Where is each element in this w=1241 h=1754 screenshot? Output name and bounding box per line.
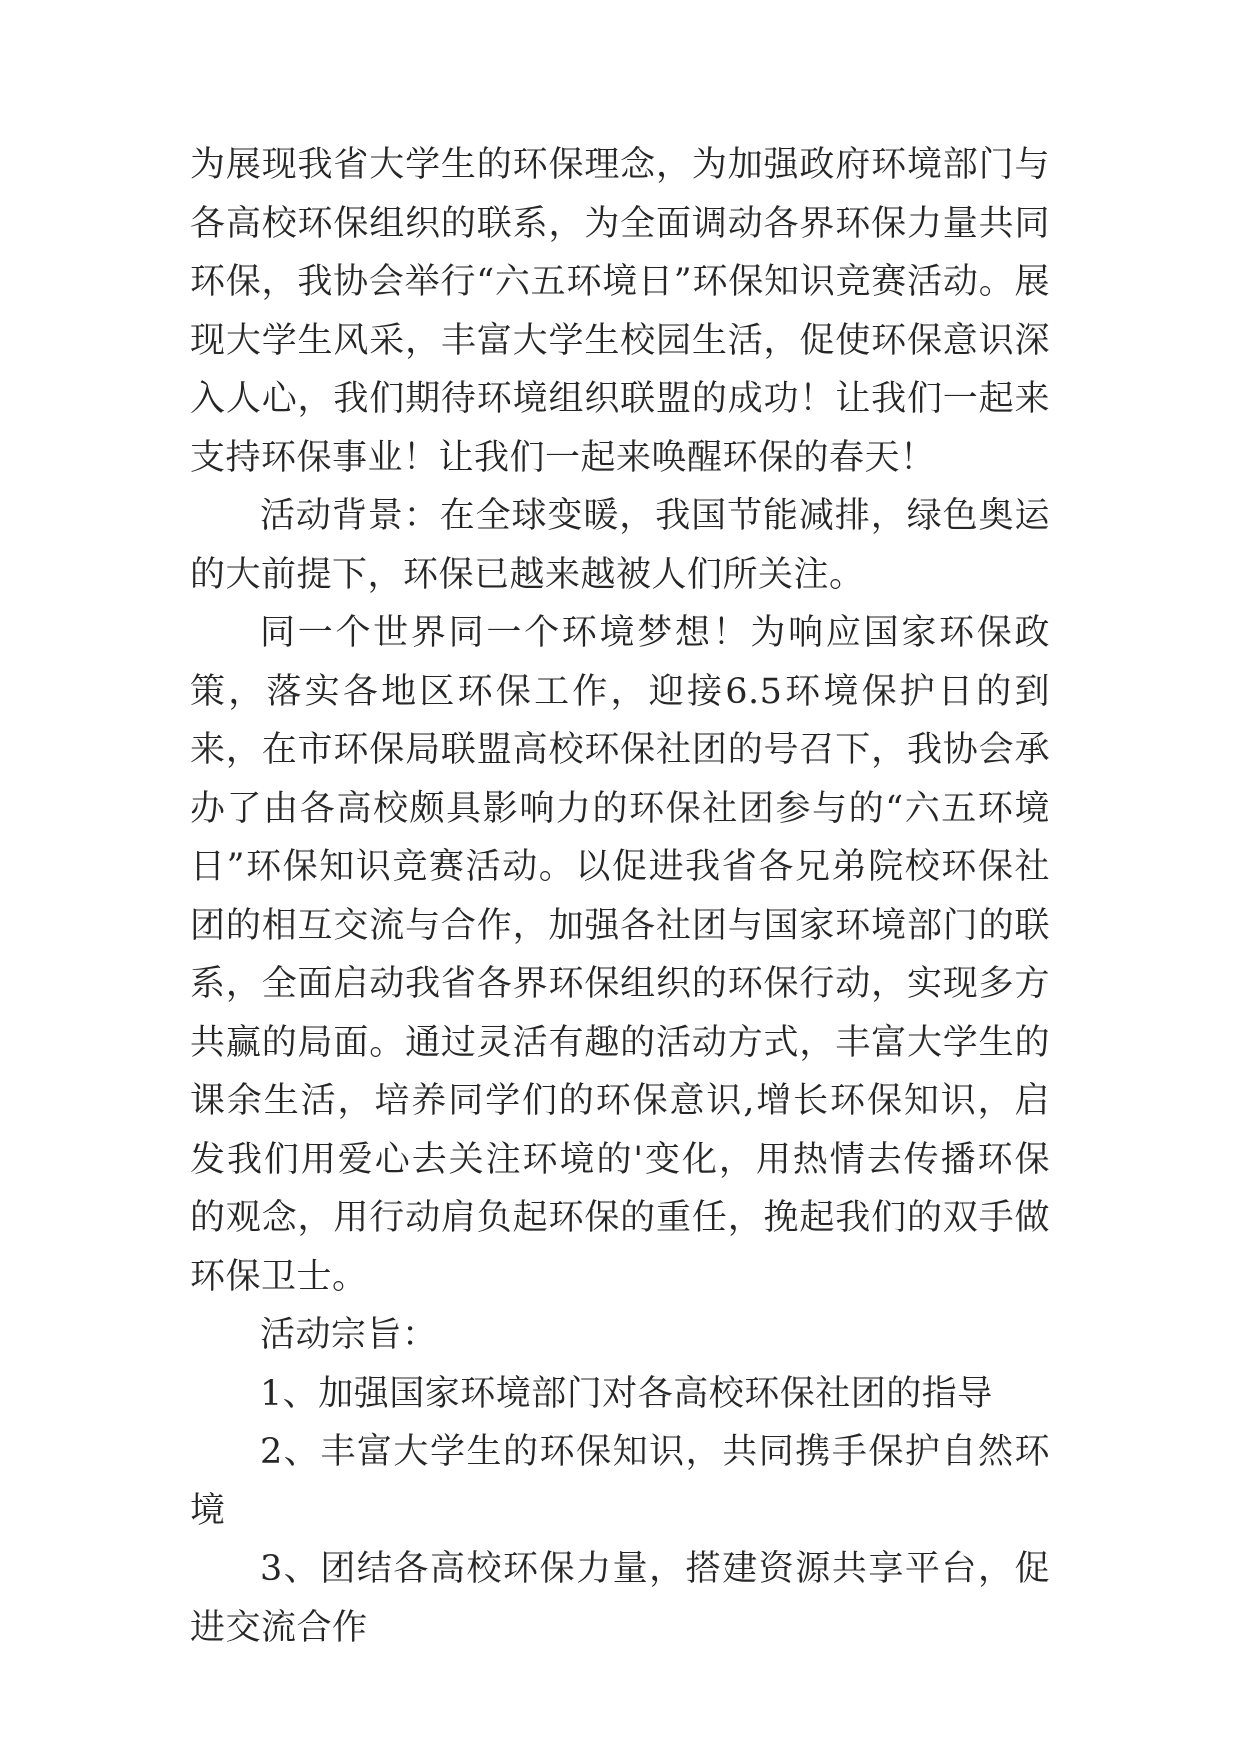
intro-paragraph: 为展现我省大学生的环保理念，为加强政府环境部门与各高校环保组织的联系，为全面调动各界环保力量共同环保，我协会举行“六五环境日”环保知识竞赛活动。展现大学生风采，丰富大学生校园生活，促使环保意识深入人心，我们期待环境组织联盟的成功！让我们一起来支持环保事业！让我们一起来唤醒环保的春天！ bbox=[190, 145, 1050, 478]
purpose-item-3: 3、团结各高校环保力量，搭建资源共享平台，促进交流合作 bbox=[190, 1549, 1050, 1648]
background-paragraph: 活动背景：在全球变暖，我国节能减排，绿色奥运的大前提下，环保已越来越被人们所关注。 bbox=[190, 496, 1050, 595]
document-body bbox=[190, 136, 1050, 1657]
purpose-item-1: 1、加强国家环境部门对各高校环保社团的指导 bbox=[260, 1373, 993, 1414]
purpose-heading: 活动宗旨： bbox=[260, 1315, 438, 1355]
description-paragraph: 同一个世界同一个环境梦想！为响应国家环保政策，落实各地区环保工作，迎接6.5环境保护日的到来，在市环保局联盟高校环保社团的号召下，我协会承办了由各高校颇具影响力的环保社团参与的“六五环境日”环保知识竞赛活动。以促进我省各兄弟院校环保社团的相互交流与合作，加强各社团与国家环境部门的联系，全面启动我省各界环保组织的环保行动，实现多方共赢的局面。通过灵活有趣的活动方式，丰富大学生的课余生活，培养同学们的环保意识,增长环保知识，启发我们用爱心去关注环境的'变化，用热情去传播环保的观念，用行动肩负起环保的重任，挽起我们的双手做环保卫士。 bbox=[190, 613, 1050, 1297]
purpose-item-2: 2、丰富大学生的环保知识，共同携手保护自然环境 bbox=[190, 1432, 1050, 1531]
